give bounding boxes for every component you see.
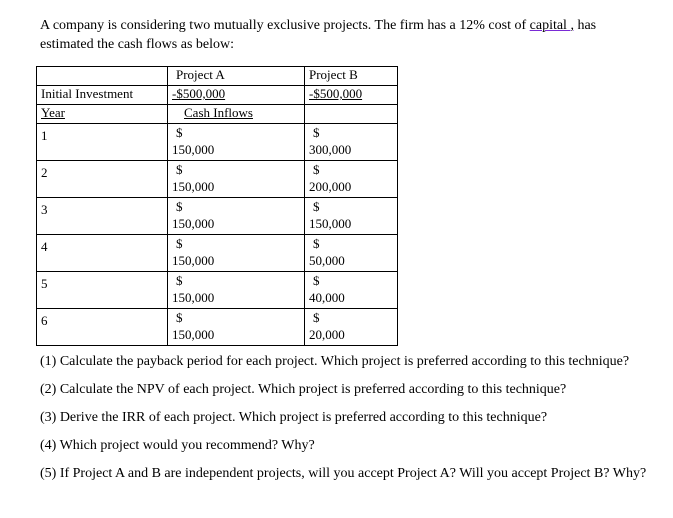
project-a-cell <box>168 161 305 198</box>
year-header-empty <box>305 105 398 124</box>
project-b-amount: 300,000 <box>309 142 352 157</box>
project-a-cell <box>168 198 305 235</box>
dollar-sign: $ <box>313 162 320 177</box>
table-row <box>37 309 398 346</box>
project-a-cell <box>168 309 305 346</box>
dollar-sign: $ <box>176 162 183 177</box>
capital-link[interactable]: capital , <box>529 18 574 33</box>
table-row <box>37 161 398 198</box>
project-b-amount: 40,000 <box>309 290 345 305</box>
dollar-sign: $ <box>313 199 320 214</box>
year-header-row <box>37 105 398 124</box>
project-b-cell <box>305 235 398 272</box>
initial-investment-row <box>37 86 398 105</box>
year-label: Year <box>37 105 168 124</box>
project-a-cell <box>168 272 305 309</box>
project-a-amount: 150,000 <box>172 327 215 342</box>
question-3: (3) Derive the IRR of each project. Which project is preferred according to this technique? <box>40 410 548 425</box>
year-cell: 6 <box>37 309 168 346</box>
intro-paragraph <box>40 16 650 54</box>
year-cell: 4 <box>37 235 168 272</box>
table-header-row <box>37 67 398 86</box>
project-b-cell <box>305 309 398 346</box>
cash-flow-table <box>36 66 398 346</box>
dollar-sign: $ <box>176 236 183 251</box>
project-a-amount: 150,000 <box>172 253 215 268</box>
dollar-sign: $ <box>313 273 320 288</box>
project-a-amount: 150,000 <box>172 179 215 194</box>
dollar-sign: $ <box>176 273 183 288</box>
dollar-sign: $ <box>176 310 183 325</box>
question-2: (2) Calculate the NPV of each project. Which project is preferred according to this technique? <box>40 382 567 397</box>
question-4: (4) Which project would you recommend? Why? <box>40 438 315 453</box>
project-a-cell <box>168 124 305 161</box>
initial-investment-a: -$500,000 <box>168 86 305 105</box>
intro-text-end: has estimated the cash flows as below: <box>40 18 597 52</box>
project-a-amount: 150,000 <box>172 142 215 157</box>
project-b-amount: 20,000 <box>309 327 345 342</box>
header-empty-cell <box>37 67 168 86</box>
project-b-cell <box>305 161 398 198</box>
header-project-a: Project A <box>168 67 305 86</box>
initial-investment-b: -$500,000 <box>305 86 398 105</box>
intro-text-start: A company is considering two mutually exclusive projects. The firm has a 12% cost of <box>40 18 530 33</box>
project-b-cell <box>305 272 398 309</box>
project-b-amount: 200,000 <box>309 179 352 194</box>
dollar-sign: $ <box>176 125 183 140</box>
project-b-cell <box>305 198 398 235</box>
questions-list <box>40 353 665 493</box>
project-a-amount: 150,000 <box>172 290 215 305</box>
header-project-b: Project B <box>305 67 398 86</box>
project-b-amount: 150,000 <box>309 216 352 231</box>
year-cell: 1 <box>37 124 168 161</box>
cash-inflows-label: Cash Inflows <box>168 105 305 124</box>
dollar-sign: $ <box>313 125 320 140</box>
dollar-sign: $ <box>313 236 320 251</box>
table-row <box>37 124 398 161</box>
project-b-cell <box>305 124 398 161</box>
table-row <box>37 235 398 272</box>
question-5: (5) If Project A and B are independent projects, will you accept Project A? Will you accept Project B? Why? <box>40 466 647 481</box>
project-a-cell <box>168 235 305 272</box>
question-1: (1) Calculate the payback period for each project. Which project is preferred according to this technique? <box>40 354 630 369</box>
table-row <box>37 198 398 235</box>
year-cell: 2 <box>37 161 168 198</box>
year-cell: 5 <box>37 272 168 309</box>
project-b-amount: 50,000 <box>309 253 345 268</box>
dollar-sign: $ <box>313 310 320 325</box>
dollar-sign: $ <box>176 199 183 214</box>
table-row <box>37 272 398 309</box>
year-cell: 3 <box>37 198 168 235</box>
project-a-amount: 150,000 <box>172 216 215 231</box>
initial-investment-label: Initial Investment <box>37 86 168 105</box>
